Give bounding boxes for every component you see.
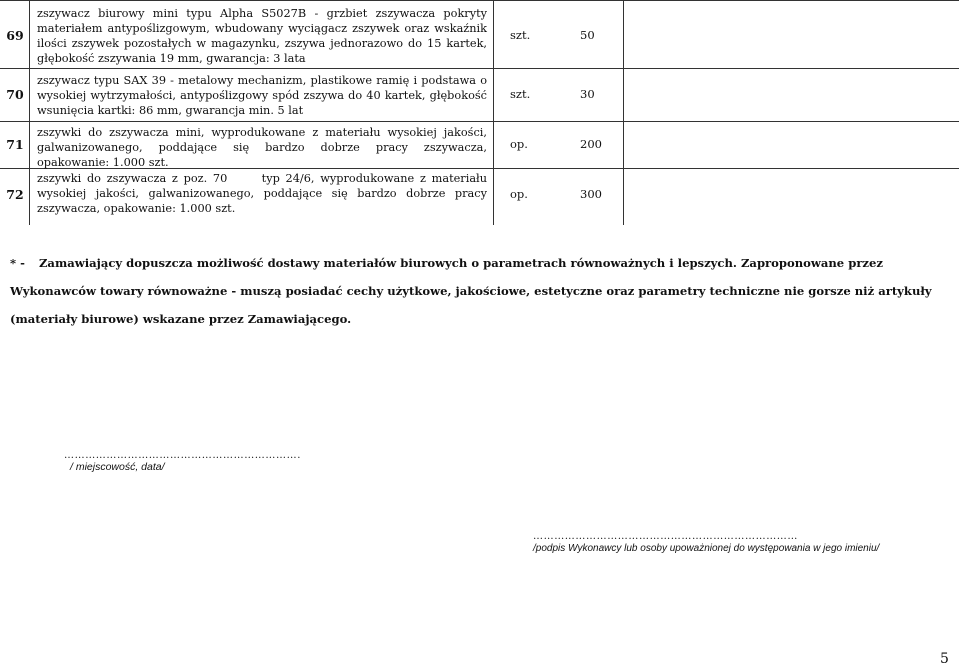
item-unit: op. [510,187,528,201]
row-number: 69 [6,28,24,43]
table-row [0,68,959,121]
row-number: 70 [6,87,24,102]
page-number: 5 [940,651,949,667]
item-description: zszywki do zszywacza mini, wyprodukowane z materiału wysokiej jakości, galwanizowanego, poddające się bardzo dobrze pracy zszywacza, opakowanie: 1.000 szt. [37,126,487,169]
signature-dotted-line: ………………………………………………………………… [533,531,798,542]
table-row [0,0,959,68]
note-text: Zamawiający dopuszcza możliwość dostawy materiałów biurowych o parametrach równoważnych i lepszych. Zaproponowane przez Wykonawców towary równoważne - muszą posiadać cechy użytkowe, jakościowe, estetyczne oraz parametry techniczne nie gorsze niż artykuły (materiały biurowe) wskazane przez Zamawiającego. [10,256,932,326]
place-date-label: / miejscowość, data/ [70,461,165,473]
item-description: zszywacz biurowy mini typu Alpha S5027B - grzbiet zszywacza pokryty materiałem antypoślizgowym, wbudowany wyciągacz zszywek oraz wskaźnik ilości zszywek pozostałych w magazynku, zszywa jednorazowo do 15 kartek, głębokość zszywania 19 mm, gwarancja: 3 lata [37,7,487,65]
items-table [0,0,959,235]
item-quantity: 200 [580,137,602,151]
item-unit: szt. [510,28,531,42]
item-description: zszywki do zszywacza z poz. 70 typ 24/6, wyprodukowane z materiału wysokiej jakości, galwanizowanego, poddające się bardzo dobrze pracy zszywacza, opakowanie: 1.000 szt. [37,172,491,215]
equivalence-note [10,249,954,333]
table-row [0,168,959,225]
table-row [0,121,959,168]
signature-label: /podpis Wykonawcy lub osoby upoważnionej do występowania w jego imieniu/ [533,543,880,554]
note-marker: * - [10,256,25,270]
item-quantity: 300 [580,187,602,201]
place-date-dotted-line: …………………………………………………………. [64,450,301,461]
item-description: zszywacz typu SAX 39 - metalowy mechanizm, plastikowe ramię i podstawa o wysokiej wytrzymałości, antypoślizgowy spód zszywa do 40 kartek, głębokość wsunięcia kartki: 86 mm, gwarancja min. 5 lat [37,74,487,117]
item-quantity: 30 [580,87,595,101]
item-quantity: 50 [580,28,595,42]
row-number: 72 [6,187,24,202]
item-unit: szt. [510,87,531,101]
item-unit: op. [510,137,528,151]
row-number: 71 [6,137,24,152]
